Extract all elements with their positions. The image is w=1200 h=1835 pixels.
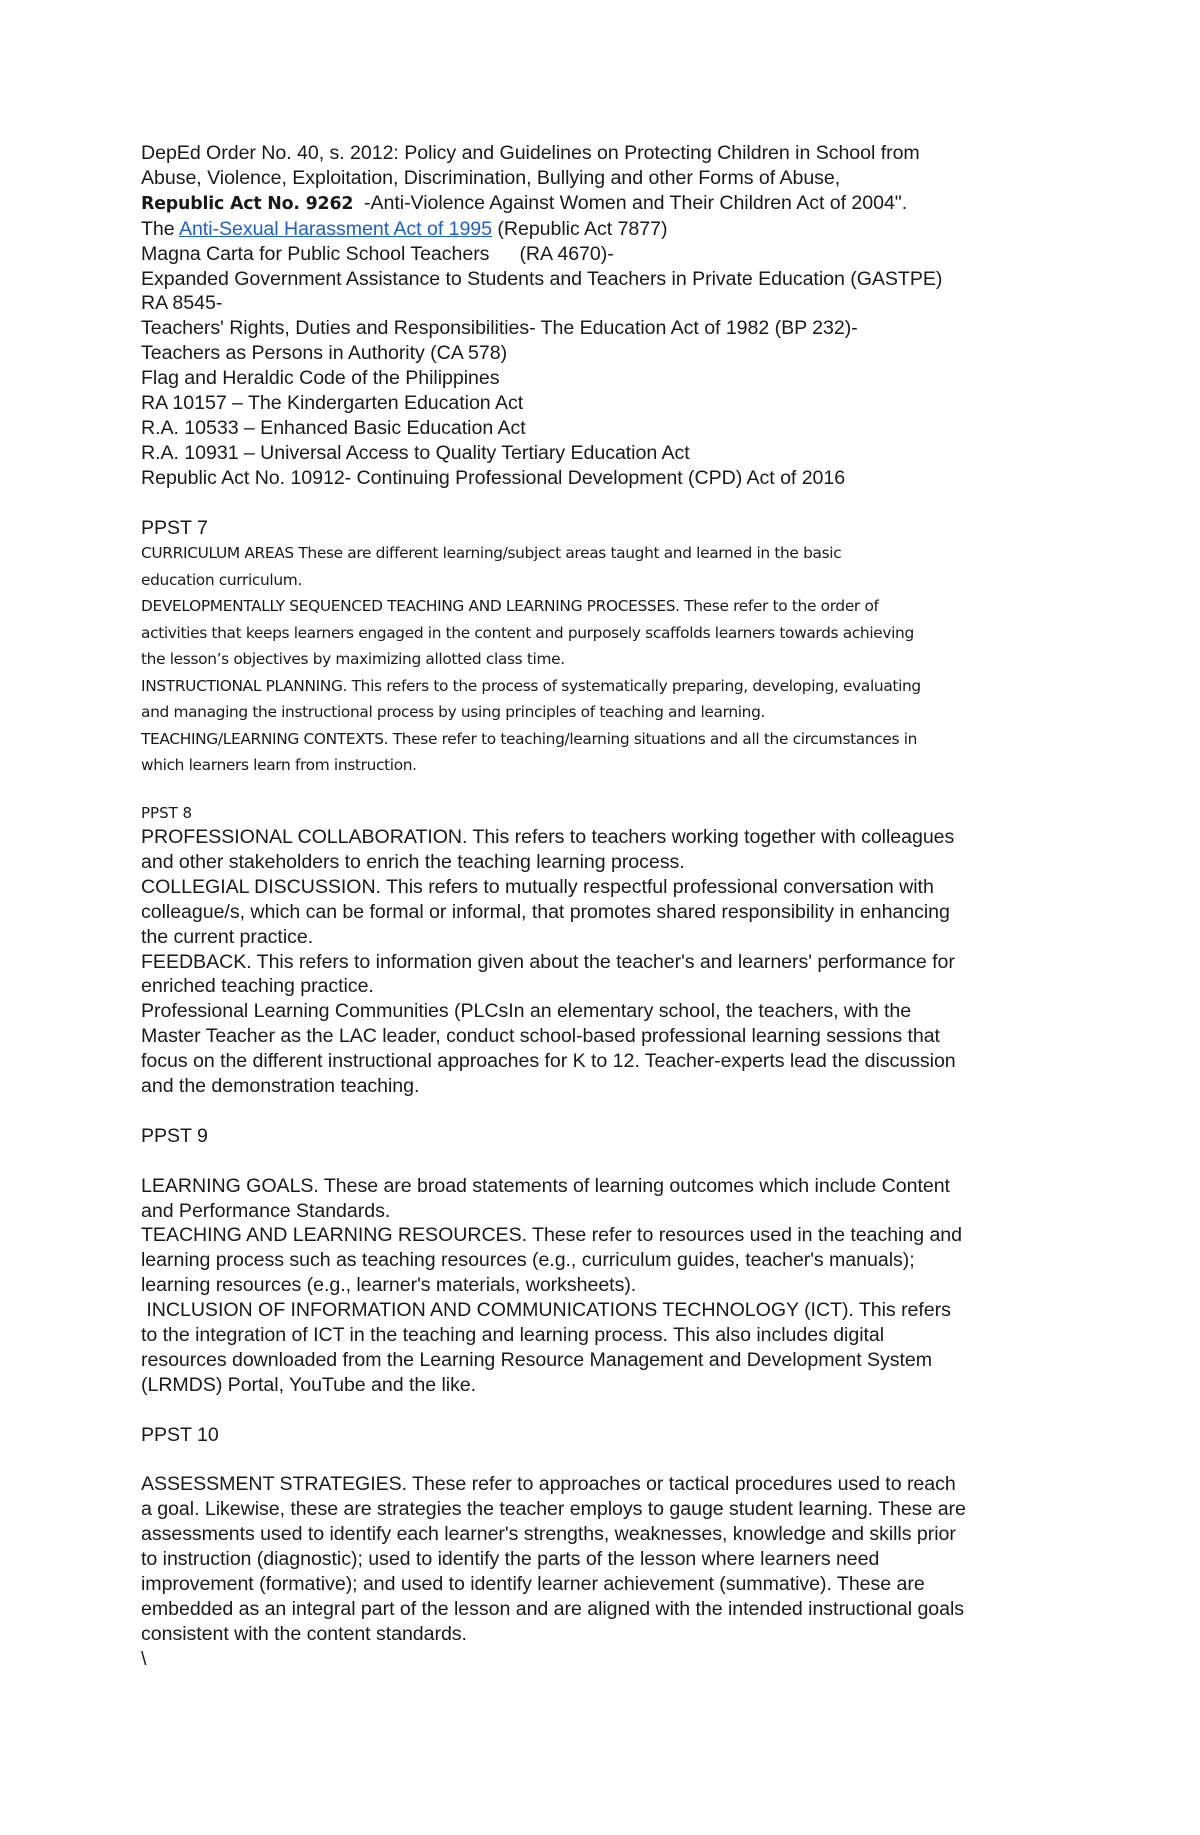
ppst8-line: colleague/s, which can be formal or informal, that promotes shared responsibility in enhancing: [141, 900, 950, 923]
ppst10-line: consistent with the content standards.: [141, 1622, 467, 1645]
ppst7-line: INSTRUCTIONAL PLANNING. This refers to the process of systematically preparing, developing, evaluating: [141, 676, 921, 695]
ppst7-line: TEACHING/LEARNING CONTEXTS. These refer to teaching/learning situations and all the circumstances in: [141, 729, 918, 748]
ppst8-line: enriched teaching practice.: [141, 975, 374, 998]
deped-order-line-2: Abuse, Violence, Exploitation, Discrimination, Bullying and other Forms of Abuse,: [141, 166, 841, 189]
ppst10-line: to instruction (diagnostic); used to identify the parts of the lesson where learners need: [141, 1548, 880, 1571]
deped-order-line-1: DepEd Order No. 40, s. 2012: Policy and Guidelines on Protecting Children in School from: [141, 142, 920, 164]
ppst8-line: PROFESSIONAL COLLABORATION. This refers to teachers working together with colleagues: [141, 825, 955, 848]
ppst7-line: DEVELOPMENTALLY SEQUENCED TEACHING AND LEARNING PROCESSES. These refer to the order of: [141, 597, 879, 616]
ppst10-line: a goal. Likewise, these are strategies the teacher employs to gauge student learning. These are: [141, 1498, 966, 1521]
teachers-rights-line: Teachers' Rights, Duties and Responsibilities- The Education Act of 1982 (BP 232)-: [141, 317, 858, 340]
ppst9-heading: PPST 9: [141, 1124, 208, 1147]
ppst8-section: [141, 825, 1071, 1672]
ppst9-line: resources downloaded from the Learning Resource Management and Development System: [141, 1348, 933, 1371]
ppst9-line: and Performance Standards.: [141, 1199, 391, 1222]
ppst9-line: learning resources (e.g., learner's materials, worksheets).: [141, 1274, 637, 1297]
ppst10-line: assessments used to identify each learner's strengths, weaknesses, knowledge and skills prior: [141, 1523, 956, 1546]
ra9262-label: Republic Act No. 9262: [141, 193, 354, 214]
ppst9-line: INCLUSION OF INFORMATION AND COMMUNICATIONS TECHNOLOGY (ICT). This refers: [141, 1299, 951, 1322]
ppst7-line: activities that keeps learners engaged in the content and purposely scaffolds learners towards achieving: [141, 623, 914, 642]
ppst9-line: (LRMDS) Portal, YouTube and the like.: [141, 1373, 477, 1396]
ra10912-line: Republic Act No. 10912- Continuing Professional Development (CPD) Act of 2016: [141, 466, 846, 489]
ppst9-line: LEARNING GOALS. These are broad statements of learning outcomes which include Content: [141, 1174, 950, 1197]
ppst8-line: Master Teacher as the LAC leader, conduct school-based professional learning sessions that: [141, 1025, 940, 1048]
magna-carta-title: Magna Carta for Public School Teachers: [141, 242, 490, 265]
ppst7-line: education curriculum.: [141, 570, 302, 589]
gastpe-line-1: Expanded Government Assistance to Students and Teachers in Private Education (GASTPE): [141, 267, 943, 290]
ppst9-line: TEACHING AND LEARNING RESOURCES. These refer to resources used in the teaching and: [141, 1224, 962, 1247]
ppst10-heading: PPST 10: [141, 1423, 219, 1446]
ppst8-line: FEEDBACK. This refers to information given about the teacher's and learners' performance for: [141, 950, 955, 973]
gastpe-line-2: RA 8545-: [141, 292, 223, 315]
ppst8-line: focus on the different instructional approaches for K to 12. Teacher-experts lead the discussion: [141, 1050, 956, 1073]
ra9262-line: [141, 191, 1071, 217]
ashs-suffix: (Republic Act 7877): [497, 217, 668, 240]
ppst7-heading: PPST 7: [141, 516, 208, 539]
persons-authority-line: Teachers as Persons in Authority (CA 578): [141, 342, 508, 365]
ppst9-line: to the integration of ICT in the teaching and learning process. This also includes digital: [141, 1324, 885, 1347]
laws-list: [141, 141, 1071, 540]
ppst8-line: Professional Learning Communities (PLCsIn an elementary school, the teachers, with the: [141, 1000, 912, 1023]
ppst7-line: the lesson’s objectives by maximizing allotted class time.: [141, 650, 565, 669]
ra10533-line: R.A. 10533 – Enhanced Basic Education Act: [141, 416, 526, 439]
ppst7-line: CURRICULUM AREAS These are different learning/subject areas taught and learned in the basic: [141, 544, 842, 563]
magna-carta-line: [141, 242, 1071, 267]
ppst8-line: COLLEGIAL DISCUSSION. This refers to mutually respectful professional conversation with: [141, 875, 934, 898]
ashs-line: [141, 217, 1071, 242]
ra10931-line: R.A. 10931 – Universal Access to Quality Tertiary Education Act: [141, 441, 690, 464]
ppst7-line: which learners learn from instruction.: [141, 756, 417, 775]
ashs-prefix: The: [141, 217, 175, 240]
ppst9-line: learning process such as teaching resources (e.g., curriculum guides, teacher's manuals);: [141, 1249, 915, 1272]
ppst10-line: improvement (formative); and used to identify learner achievement (summative). These are: [141, 1573, 925, 1596]
ppst10-line: ASSESSMENT STRATEGIES. These refer to approaches or tactical procedures used to reach: [141, 1473, 956, 1496]
ra10157-line: RA 10157 – The Kindergarten Education Act: [141, 392, 524, 415]
ppst10-line: embedded as an integral part of the lesson and are aligned with the intended instructional goals: [141, 1598, 965, 1621]
ppst8-line: and the demonstration teaching.: [141, 1075, 420, 1098]
ashs-link[interactable]: Anti-Sexual Harassment Act of 1995: [178, 217, 492, 240]
ppst8-heading: PPST 8: [141, 803, 193, 822]
flag-code-line: Flag and Heraldic Code of the Philippines: [141, 367, 500, 390]
magna-carta-ra: (RA 4670)-: [519, 242, 614, 265]
ppst8-line: and other stakeholders to enrich the teaching learning process.: [141, 850, 685, 873]
ppst7-line: and managing the instructional process by using principles of teaching and learning.: [141, 703, 766, 722]
ra9262-text: -Anti-Violence Against Women and Their Children Act of 2004".: [364, 191, 908, 214]
ppst8-line: the current practice.: [141, 925, 314, 948]
ppst10-trailing-char: \: [141, 1647, 147, 1670]
ppst7-section: [141, 540, 1071, 779]
document-page: [141, 141, 1071, 1672]
